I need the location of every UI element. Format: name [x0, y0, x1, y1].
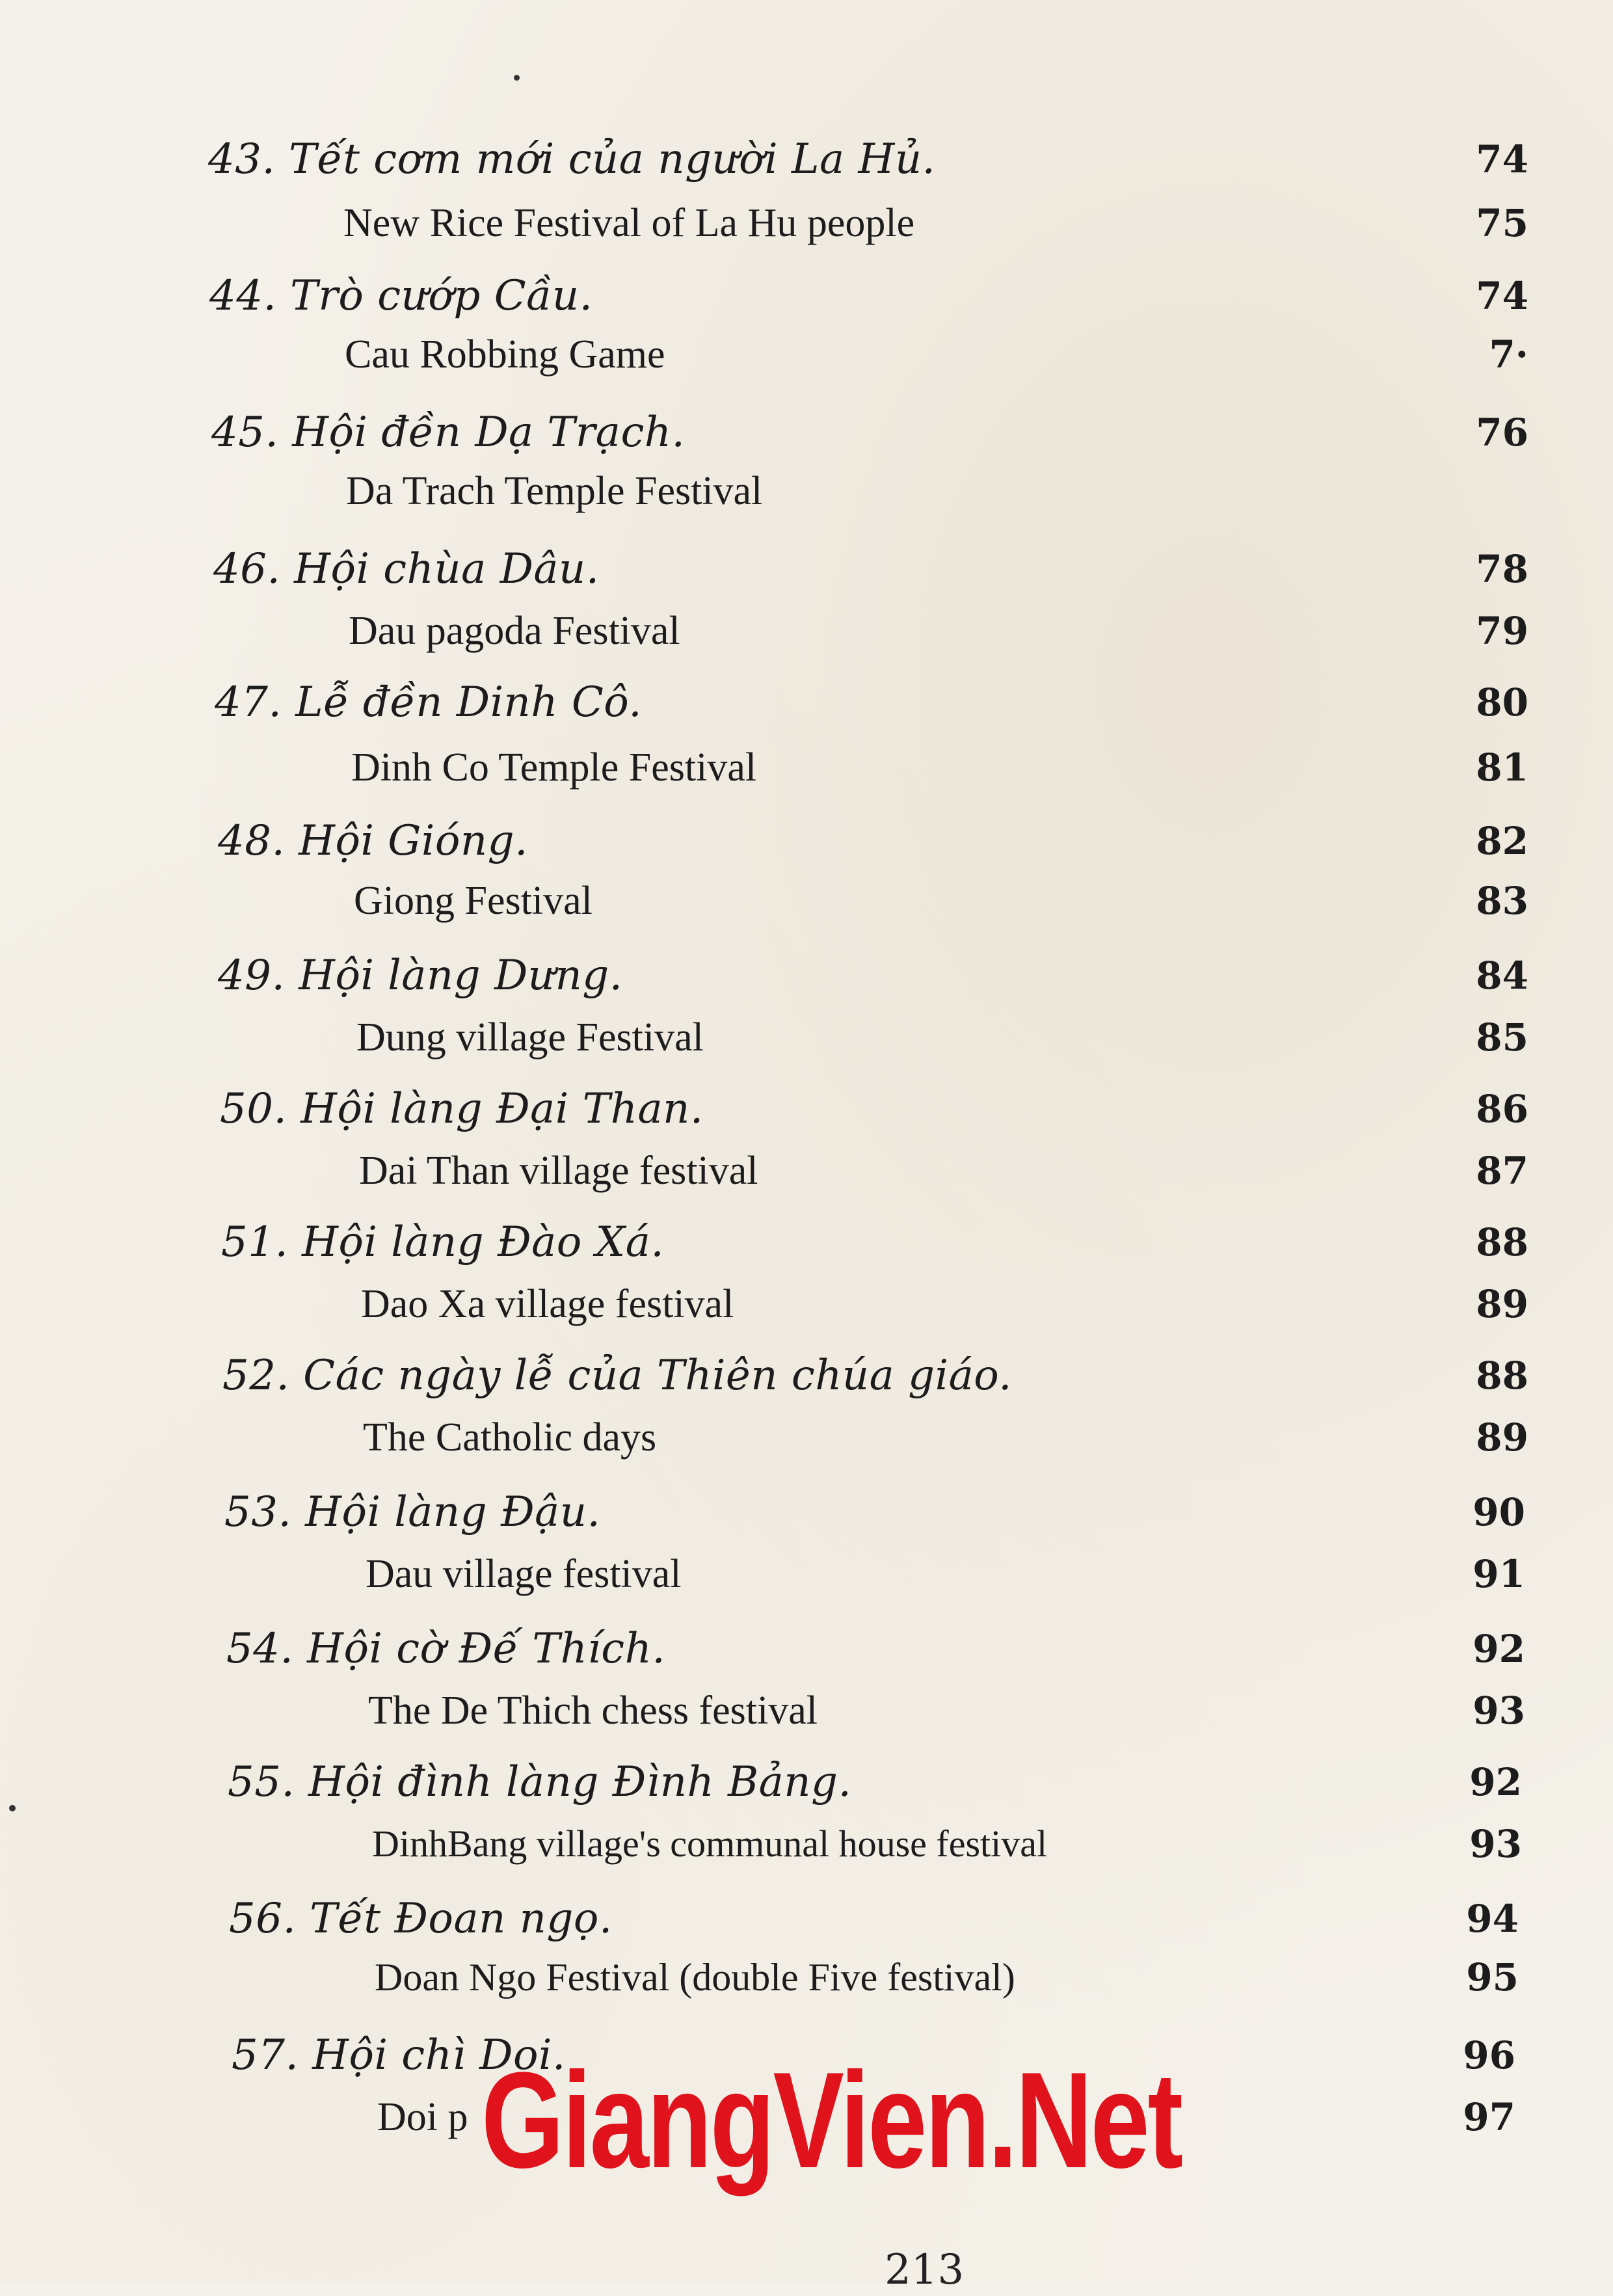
- entry-page-number: 92: [1469, 1760, 1522, 1804]
- watermark-text: GiangVien.Net: [481, 2044, 1181, 2196]
- entry-title-english: Dao Xa village festival: [361, 1282, 734, 1326]
- toc-entry-translation: [0, 1141, 1613, 1207]
- entry-page-number: 89: [1476, 1415, 1528, 1460]
- entry-title-vietnamese: 45. Hội đền Dạ Trạch.: [211, 408, 686, 457]
- entry-title-vietnamese: 50. Hội làng Đại Than.: [220, 1085, 704, 1133]
- entry-page-number: 91: [1473, 1552, 1525, 1596]
- entry-page-number: 93: [1469, 1822, 1522, 1866]
- entry-title-english: Doi p: [377, 2095, 468, 2139]
- entry-page-number: 7·: [1489, 332, 1528, 377]
- toc-entry: [0, 1753, 1613, 1818]
- toc-entry: [0, 1620, 1613, 1685]
- entry-title-vietnamese: 54. Hội cờ Đế Thích.: [226, 1625, 666, 1673]
- entry-page-number: 96: [1463, 2033, 1515, 2077]
- entry-page-number: 87: [1476, 1149, 1528, 1193]
- entry-page-number: 83: [1476, 879, 1528, 923]
- entry-title-english: Giong Festival: [354, 879, 593, 923]
- entry-title-english: DinhBang village's communal house festival: [372, 1822, 1048, 1865]
- toc-entry-translation: [0, 1408, 1613, 1473]
- toc-entry: [0, 1889, 1613, 1955]
- entry-page-number: 88: [1476, 1220, 1528, 1264]
- toc-entry-translation: [0, 1275, 1613, 1340]
- toc-entry: [0, 267, 1613, 332]
- entry-title-english: Dau village festival: [366, 1552, 682, 1596]
- entry-page-number: 78: [1476, 547, 1528, 591]
- page-number: 213: [885, 2246, 965, 2294]
- toc-entry-translation: [0, 462, 1613, 527]
- toc-entry-translation: [0, 602, 1613, 667]
- entry-page-number: 74: [1476, 274, 1528, 318]
- entry-title-vietnamese: 43. Tết cơm mới của người La Hủ.: [208, 135, 936, 183]
- entry-title-vietnamese: 47. Lễ đền Dinh Cô.: [215, 678, 643, 727]
- entry-page-number: 80: [1476, 680, 1528, 725]
- entry-title-vietnamese: 51. Hội làng Đào Xá.: [221, 1218, 665, 1266]
- entry-title-english: Dau pagoda Festival: [349, 609, 680, 653]
- toc-entry: [0, 1346, 1613, 1411]
- entry-title-english: The Catholic days: [363, 1415, 657, 1460]
- scan-speck: [514, 75, 520, 81]
- entry-page-number: 97: [1463, 2095, 1515, 2139]
- toc-entry: [0, 812, 1613, 877]
- toc-entry-translation: [0, 1948, 1613, 2013]
- entry-page-number: 95: [1466, 1955, 1519, 1999]
- toc-entry: [0, 130, 1613, 195]
- entry-title-english: Dai Than village festival: [359, 1149, 758, 1193]
- entry-page-number: 85: [1476, 1015, 1528, 1060]
- toc-entry-translation: [0, 1008, 1613, 1073]
- entry-title-vietnamese: 44. Trò cướp Cầu.: [209, 272, 593, 320]
- entry-page-number: 94: [1466, 1897, 1519, 1941]
- entry-page-number: 76: [1476, 410, 1528, 455]
- entry-title-vietnamese: 49. Hội làng Dưng.: [218, 952, 623, 1000]
- entry-title-english: Da Trach Temple Festival: [346, 469, 763, 513]
- entry-title-vietnamese: 46. Hội chùa Dâu.: [213, 545, 600, 593]
- entry-title-vietnamese: 57. Hội chì Doi.: [232, 2031, 566, 2079]
- entry-title-vietnamese: 56. Tết Đoan ngọ.: [229, 1895, 613, 1943]
- toc-entry-translation: [0, 1545, 1613, 1610]
- entry-title-english: New Rice Festival of La Hu people: [343, 201, 915, 245]
- entry-title-vietnamese: 53. Hội làng Đậu.: [224, 1488, 601, 1536]
- toc-entry: [0, 403, 1613, 468]
- entry-title-english: Dinh Co Temple Festival: [351, 745, 757, 790]
- entry-page-number: 88: [1476, 1354, 1528, 1398]
- entry-title-english: The De Thich chess festival: [368, 1689, 818, 1733]
- toc-entry: [0, 1080, 1613, 1145]
- entry-title-english: Doan Ngo Festival (double Five festival): [375, 1956, 1015, 1999]
- entry-page-number: 90: [1473, 1490, 1525, 1534]
- toc-entry: [0, 1213, 1613, 1278]
- toc-entry-translation: [0, 872, 1613, 937]
- entry-page-number: 93: [1473, 1689, 1525, 1733]
- entry-page-number: 79: [1476, 609, 1528, 653]
- entry-page-number: 81: [1476, 745, 1528, 790]
- toc-entry-translation: [0, 1815, 1613, 1880]
- entry-title-vietnamese: 48. Hội Gióng.: [218, 817, 528, 865]
- entry-page-number: 75: [1476, 201, 1528, 245]
- toc-entry-translation: [0, 738, 1613, 803]
- entry-page-number: 84: [1476, 954, 1528, 998]
- entry-page-number: 82: [1476, 819, 1528, 863]
- entry-title-english: Dung village Festival: [356, 1015, 704, 1060]
- entry-title-vietnamese: 55. Hội đình làng Đình Bảng.: [228, 1758, 852, 1806]
- entry-page-number: 92: [1473, 1627, 1525, 1671]
- toc-entry: [0, 946, 1613, 1011]
- entry-page-number: 89: [1476, 1282, 1528, 1326]
- entry-title-vietnamese: 52. Các ngày lễ của Thiên chúa giáo.: [222, 1352, 1012, 1400]
- toc-entry: [0, 673, 1613, 738]
- toc-entry: [0, 540, 1613, 605]
- scan-speck: [9, 1805, 16, 1811]
- entry-page-number: 86: [1476, 1087, 1528, 1131]
- toc-entry: [0, 1483, 1613, 1548]
- entry-title-english: Cau Robbing Game: [345, 332, 665, 377]
- toc-entry-translation: [0, 1681, 1613, 1746]
- toc-entry-translation: [0, 325, 1613, 390]
- toc-entry-translation: [0, 194, 1613, 259]
- entry-page-number: 74: [1476, 137, 1528, 181]
